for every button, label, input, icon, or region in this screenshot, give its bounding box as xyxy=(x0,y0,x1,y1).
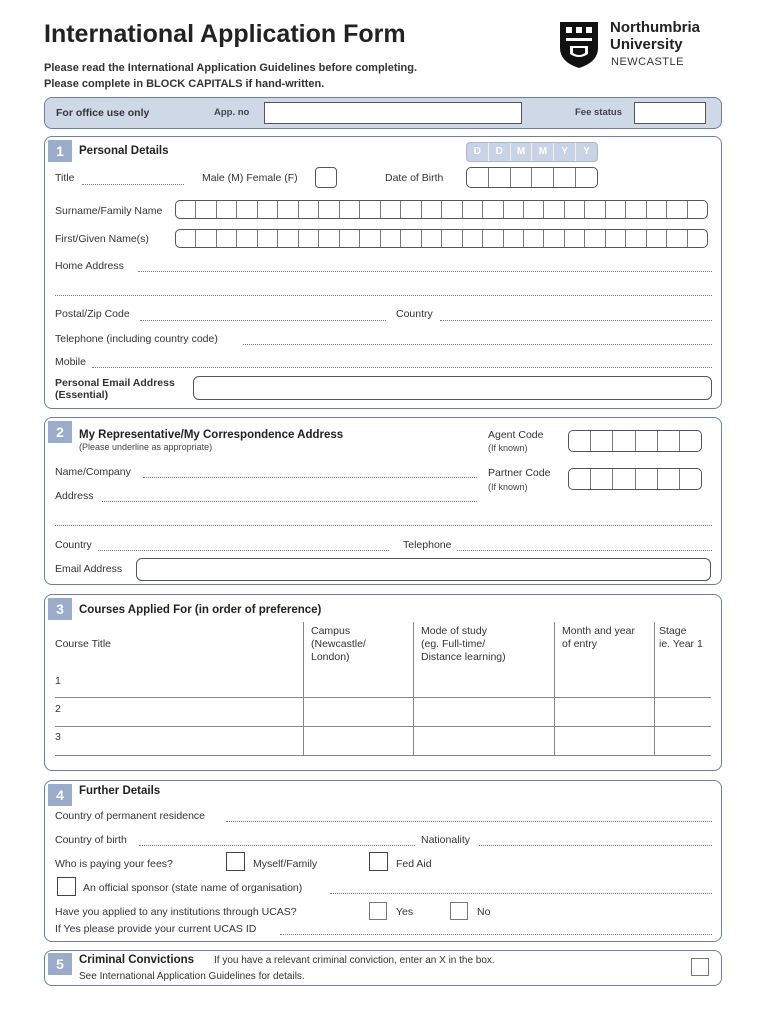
logo-city: NEWCASTLE xyxy=(611,56,684,68)
first-name-label: First/Given Name(s) xyxy=(55,233,149,245)
col-month-1: Month and year xyxy=(562,625,635,637)
rep-telephone-label: Telephone xyxy=(403,539,452,551)
ucas-id-field[interactable] xyxy=(280,934,712,935)
dob-hint-char: Y xyxy=(583,146,590,157)
dob-hint-char: M xyxy=(532,143,554,161)
section-5-title: Criminal Convictions xyxy=(79,954,195,966)
col-month-2: of entry xyxy=(562,638,598,650)
home-address-label: Home Address xyxy=(55,260,124,272)
postal-code-label: Postal/Zip Code xyxy=(55,308,130,320)
partner-code-field[interactable] xyxy=(568,468,702,490)
title-label: Title xyxy=(55,172,75,184)
email-label-1: Personal Email Address xyxy=(55,377,175,389)
fed-aid-label: Fed Aid xyxy=(396,858,432,870)
personal-email-field[interactable] xyxy=(193,376,712,400)
rep-telephone-field[interactable] xyxy=(457,550,712,551)
convictions-text-1: If you have a relevant criminal conviction, enter an X in the box. xyxy=(214,955,495,966)
partner-code-label: Partner Code xyxy=(488,467,551,479)
name-company-field[interactable] xyxy=(143,477,477,478)
name-company-label: Name/Company xyxy=(55,466,131,478)
surname-field[interactable] xyxy=(175,200,708,219)
ucas-id-label: If Yes please provide your current UCAS ID xyxy=(55,923,257,935)
first-name-field[interactable] xyxy=(175,229,708,248)
convictions-text-2: See International Application Guidelines for details. xyxy=(79,971,305,982)
country-label: Country xyxy=(396,308,433,320)
col-mode-2: (eg. Full-time/ xyxy=(421,638,486,650)
address-label: Address xyxy=(55,490,94,502)
dob-field[interactable] xyxy=(466,167,598,188)
intro-line-2: Please complete in BLOCK CAPITALS if hand-written. xyxy=(44,78,325,90)
myself-family-checkbox[interactable] xyxy=(226,852,245,871)
nationality-label: Nationality xyxy=(421,834,471,846)
col-mode-1: Mode of study xyxy=(421,625,487,637)
course-row[interactable] xyxy=(55,697,711,698)
conviction-checkbox[interactable] xyxy=(691,958,709,976)
fed-aid-checkbox[interactable] xyxy=(369,852,388,871)
myself-family-label: Myself/Family xyxy=(253,858,318,870)
telephone-label: Telephone (including country code) xyxy=(55,333,218,345)
course-row[interactable] xyxy=(55,726,711,727)
agent-code-field[interactable] xyxy=(568,430,702,452)
partner-code-hint: (If known) xyxy=(488,482,528,492)
section-1-badge: 1 xyxy=(48,140,72,162)
country-field[interactable] xyxy=(440,320,712,321)
rep-country-label: Country xyxy=(55,539,92,551)
agent-code-label: Agent Code xyxy=(488,429,544,441)
section-2-subtitle: (Please underline as appropriate) xyxy=(79,442,213,452)
column-divider xyxy=(303,622,304,756)
birth-country-field[interactable] xyxy=(139,845,415,846)
course-row-number: 2 xyxy=(55,703,61,715)
sponsor-checkbox[interactable] xyxy=(57,877,76,896)
office-use-label: For office use only xyxy=(56,107,150,119)
sponsor-label: An official sponsor (state name of organisation) xyxy=(83,882,303,894)
ucas-question: Have you applied to any institutions through UCAS? xyxy=(55,906,297,918)
col-mode-3: Distance learning) xyxy=(421,651,506,663)
email-label-2: (Essential) xyxy=(55,389,109,401)
course-row-number: 1 xyxy=(55,675,61,687)
section-2-badge: 2 xyxy=(48,421,72,443)
section-5-badge: 5 xyxy=(48,953,72,975)
col-stage-2: ie. Year 1 xyxy=(659,638,703,650)
birth-country-label: Country of birth xyxy=(55,834,127,846)
address-field[interactable] xyxy=(102,501,477,502)
nationality-field[interactable] xyxy=(479,845,712,846)
section-4-badge: 4 xyxy=(48,784,72,806)
course-row[interactable] xyxy=(55,755,711,756)
title-field[interactable] xyxy=(82,184,184,185)
home-address-field[interactable] xyxy=(138,271,712,272)
rep-email-label: Email Address xyxy=(55,563,123,575)
logo-line-2: University xyxy=(610,36,683,53)
section-3-title: Courses Applied For (in order of preference) xyxy=(79,604,322,616)
residence-field[interactable] xyxy=(226,821,712,822)
dob-hint-char: D xyxy=(489,143,511,161)
course-row-number: 3 xyxy=(55,731,61,743)
dob-hint-char: M xyxy=(511,143,533,161)
mobile-field[interactable] xyxy=(92,367,712,368)
paying-label: Who is paying your fees? xyxy=(55,858,173,870)
dob-format-hint xyxy=(466,142,598,162)
col-campus-1: Campus xyxy=(311,625,351,637)
form-title: International Application Form xyxy=(44,20,406,48)
column-divider xyxy=(413,622,414,756)
university-crest-icon xyxy=(558,20,600,70)
agent-code-hint: (If known) xyxy=(488,443,528,453)
fee-status-field[interactable] xyxy=(634,102,706,124)
gender-field[interactable] xyxy=(315,167,337,188)
ucas-no-checkbox[interactable] xyxy=(450,902,468,920)
col-course-title: Course Title xyxy=(55,638,112,650)
rep-country-field[interactable] xyxy=(98,550,389,551)
logo-line-1: Northumbria xyxy=(610,19,700,36)
gender-label: Male (M) Female (F) xyxy=(202,172,298,184)
column-divider xyxy=(654,622,655,756)
section-personal-details xyxy=(44,136,722,409)
surname-label: Surname/Family Name xyxy=(55,205,163,217)
address-line-2[interactable] xyxy=(55,525,712,526)
section-1-title: Personal Details xyxy=(79,145,169,157)
ucas-no-label: No xyxy=(477,906,491,918)
home-address-line-2[interactable] xyxy=(55,295,712,296)
app-no-field[interactable] xyxy=(264,102,522,124)
column-divider xyxy=(554,622,555,756)
section-4-title: Further Details xyxy=(79,785,161,797)
col-campus-2: (Newcastle/ xyxy=(311,638,366,650)
ucas-yes-checkbox[interactable] xyxy=(369,902,387,920)
postal-code-field[interactable] xyxy=(140,320,386,321)
fee-status-label: Fee status xyxy=(575,107,622,118)
intro-line-1: Please read the International Application Guidelines before completing. xyxy=(44,62,418,74)
dob-hint-char: D xyxy=(467,143,489,161)
app-no-label: App. no xyxy=(214,107,250,118)
dob-label: Date of Birth xyxy=(385,172,444,184)
section-courses xyxy=(44,594,722,771)
ucas-yes-label: Yes xyxy=(396,906,414,918)
mobile-label: Mobile xyxy=(55,356,86,368)
dob-hint-char: Y xyxy=(554,143,576,161)
section-3-badge: 3 xyxy=(48,598,72,620)
telephone-field[interactable] xyxy=(243,344,712,345)
col-stage-1: Stage xyxy=(659,625,687,637)
rep-email-field[interactable] xyxy=(136,558,711,581)
sponsor-field[interactable] xyxy=(330,893,712,894)
col-campus-3: London) xyxy=(311,651,350,663)
residence-label: Country of permanent residence xyxy=(55,810,205,822)
section-2-title: My Representative/My Correspondence Address xyxy=(79,429,344,441)
